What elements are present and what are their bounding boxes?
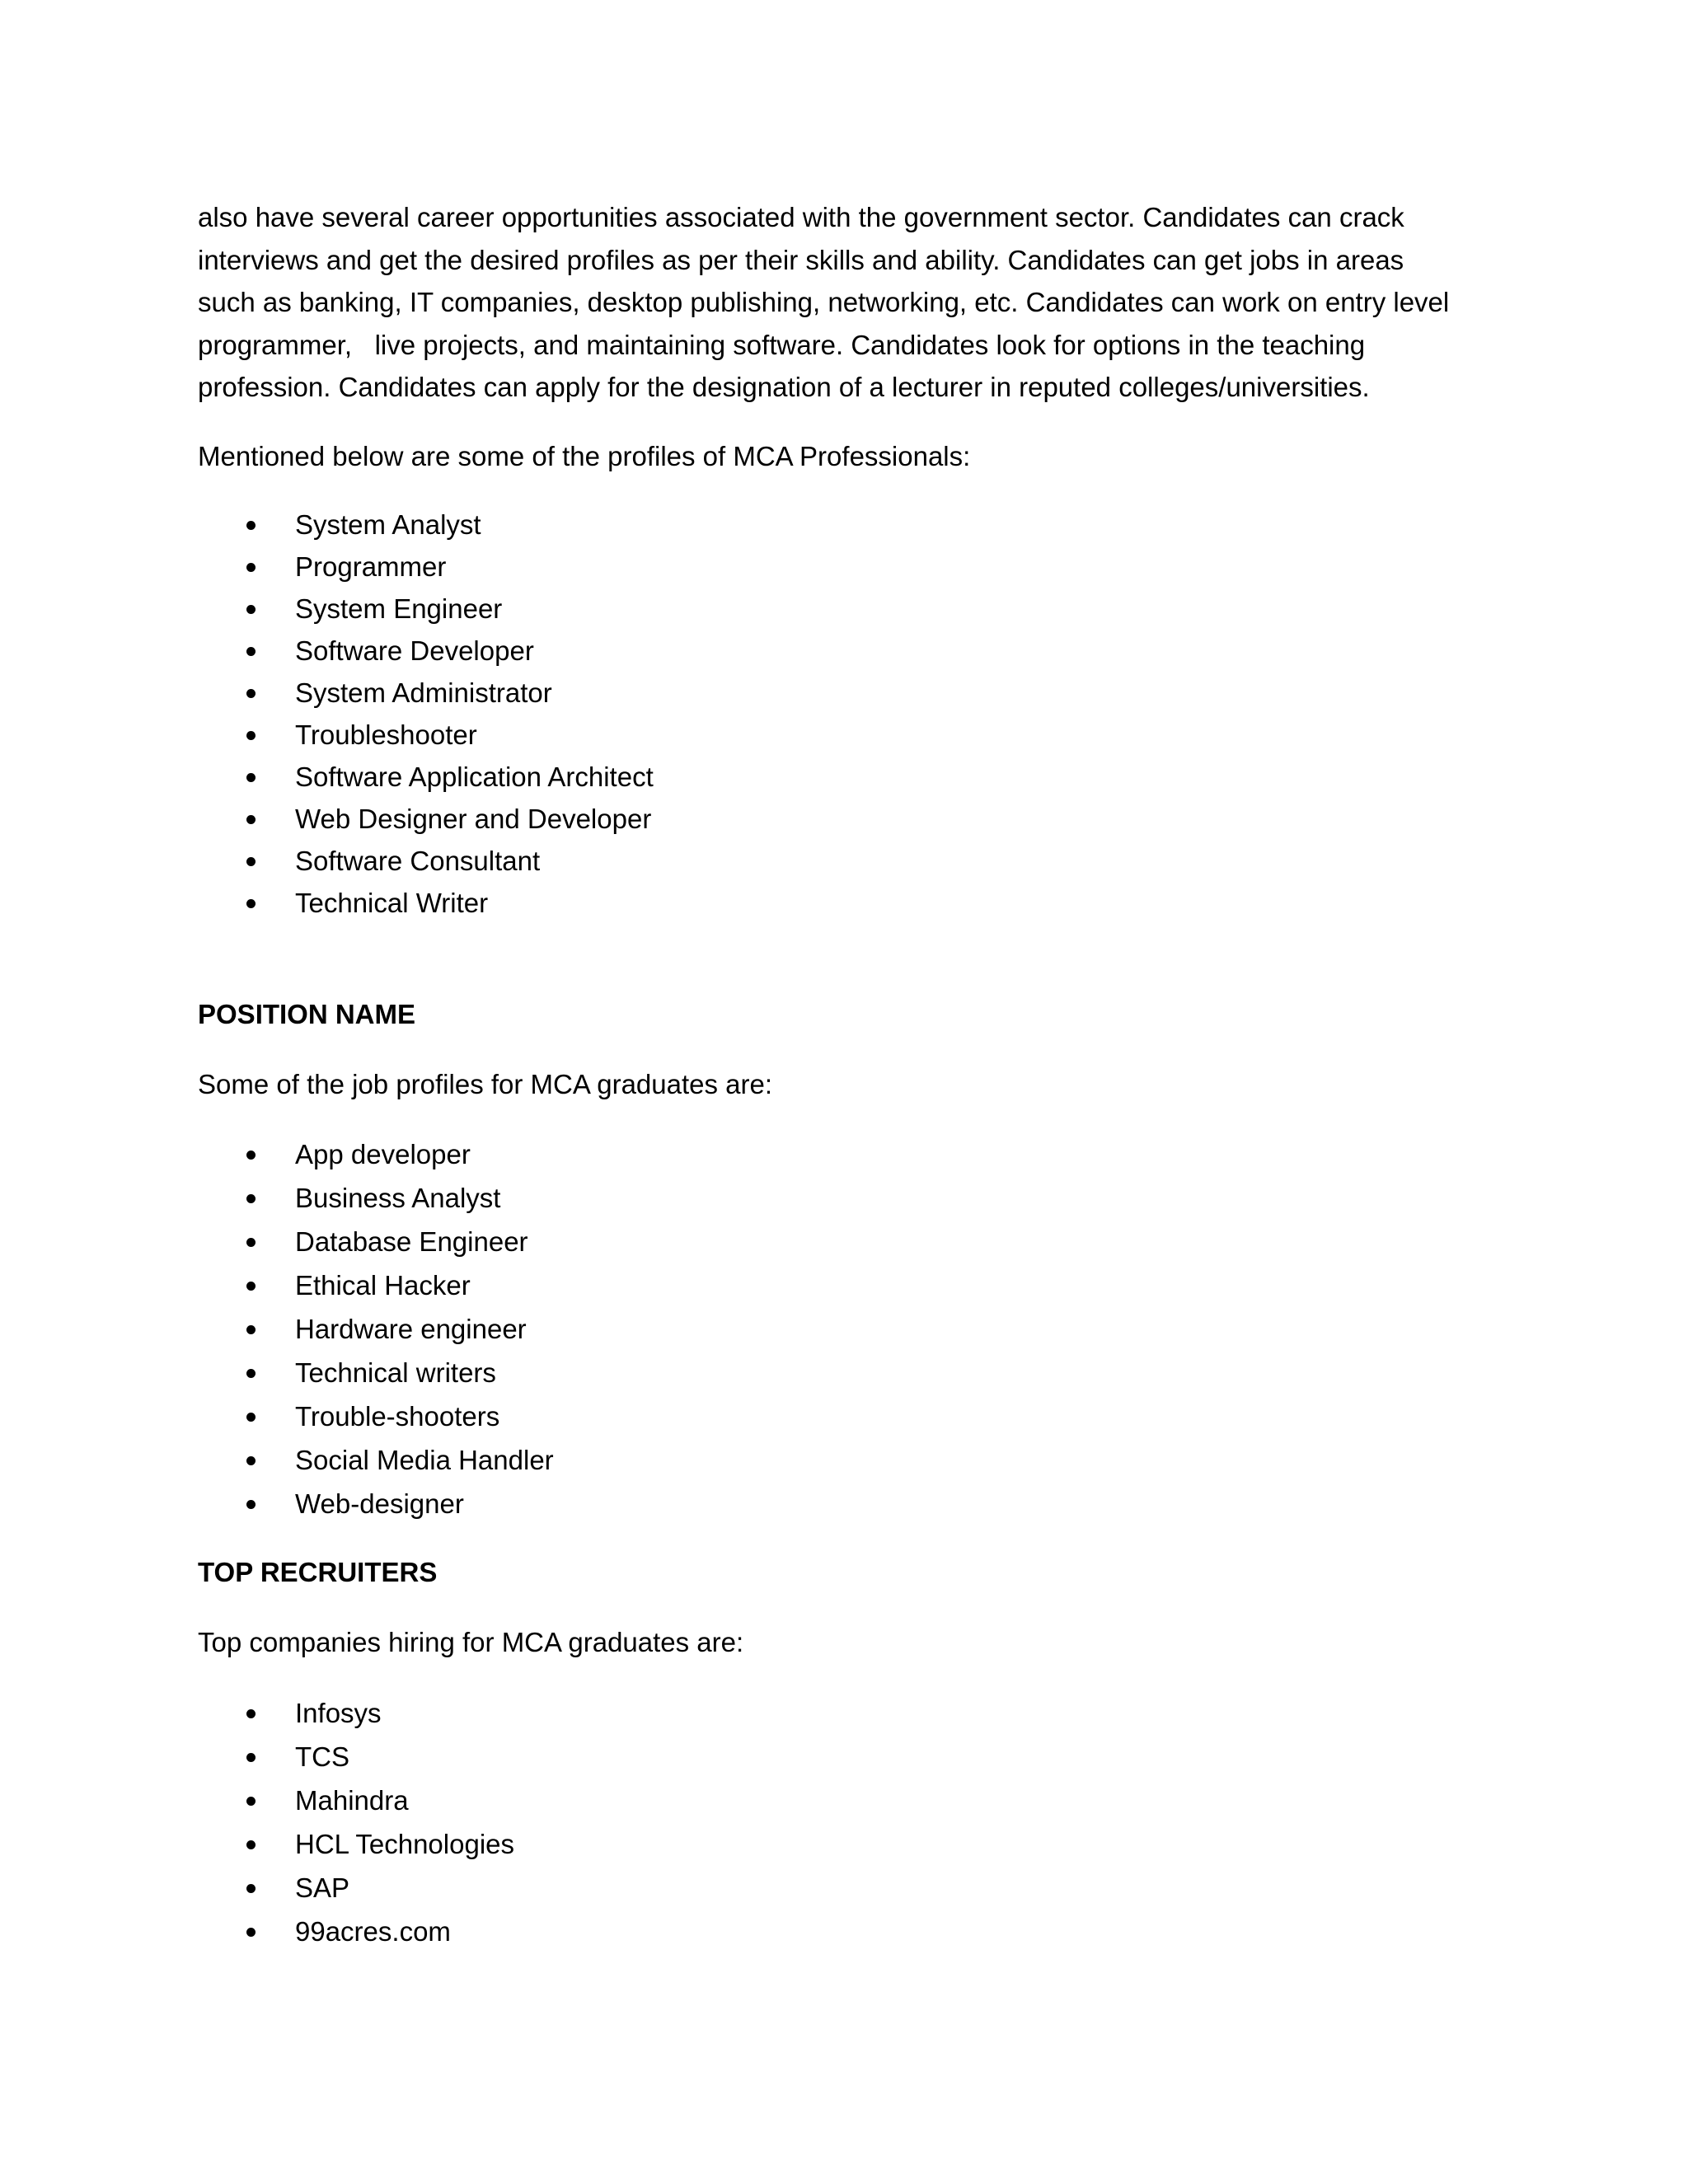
- list-item: [198, 1351, 1500, 1394]
- bullet-icon: [246, 1413, 256, 1422]
- bullet-icon: [246, 521, 256, 530]
- bullet-icon: [246, 857, 256, 866]
- list-item: [198, 1132, 1500, 1176]
- intro-line: interviews and get the desired profiles as per their skills and ability. Candidates can get jobs in areas: [198, 244, 1404, 275]
- bullet-icon: [246, 1456, 256, 1465]
- bullet-icon: [246, 1238, 256, 1247]
- bullet-icon: [246, 1840, 256, 1849]
- list-item: [198, 1438, 1500, 1482]
- list-item: [198, 630, 1500, 672]
- list-item: [198, 1263, 1500, 1307]
- list-item-text: Web-designer: [295, 1488, 464, 1519]
- bullet-icon: [246, 1282, 256, 1291]
- list-item-text: System Administrator: [295, 677, 552, 708]
- bullet-icon: [246, 1369, 256, 1378]
- list-item-text: Business Analyst: [295, 1183, 501, 1213]
- recruiters-list: [198, 1691, 1500, 1953]
- list-item: [198, 672, 1500, 714]
- list-item-text: Infosys: [295, 1698, 382, 1728]
- bullet-icon: [246, 1797, 256, 1806]
- list-item: [198, 798, 1500, 840]
- list-item: [198, 1220, 1500, 1263]
- bullet-icon: [246, 647, 256, 656]
- bullet-icon: [246, 1709, 256, 1718]
- bullet-icon: [246, 773, 256, 782]
- position-name-heading: POSITION NAME: [198, 999, 416, 1029]
- list-item-text: Mahindra: [295, 1785, 409, 1816]
- list-item: [198, 1779, 1500, 1822]
- list-item-text: System Analyst: [295, 509, 481, 540]
- bullet-icon: [246, 1325, 256, 1334]
- profiles-intro: Mentioned below are some of the profiles of MCA Professionals:: [198, 440, 971, 471]
- bullet-icon: [246, 1928, 256, 1937]
- jobs-list: [198, 1132, 1500, 1526]
- document-page: [198, 196, 1500, 1953]
- bullet-icon: [246, 899, 256, 908]
- recruiters-intro: Top companies hiring for MCA graduates are:: [198, 1626, 744, 1657]
- list-item-text: Software Consultant: [295, 846, 541, 876]
- bullet-icon: [246, 605, 256, 614]
- list-item-text: Software Application Architect: [295, 762, 654, 792]
- list-item-text: Web Designer and Developer: [295, 804, 652, 834]
- list-item-text: Social Media Handler: [295, 1445, 554, 1475]
- jobs-intro: Some of the job profiles for MCA graduates are:: [198, 1068, 773, 1099]
- bullet-icon: [246, 1500, 256, 1509]
- list-item: [198, 882, 1500, 924]
- list-item-text: Database Engineer: [295, 1226, 528, 1257]
- list-item: [198, 1482, 1500, 1526]
- bullet-icon: [246, 1151, 256, 1160]
- list-item: [198, 1176, 1500, 1220]
- list-item: [198, 1307, 1500, 1351]
- bullet-icon: [246, 731, 256, 740]
- intro-line: also have several career opportunities associated with the government sector. Candidates can crack: [198, 202, 1404, 232]
- list-item: [198, 1822, 1500, 1866]
- list-item: [198, 588, 1500, 630]
- list-item-text: HCL Technologies: [295, 1829, 514, 1859]
- intro-line: profession. Candidates can apply for the designation of a lecturer in reputed colleges/universities.: [198, 372, 1370, 402]
- list-item-text: System Engineer: [295, 593, 503, 624]
- bullet-icon: [246, 689, 256, 698]
- list-item-text: App developer: [295, 1139, 471, 1169]
- bullet-icon: [246, 1884, 256, 1893]
- list-item: [198, 504, 1500, 546]
- list-item: [198, 1735, 1500, 1779]
- list-item-text: Hardware engineer: [295, 1314, 527, 1344]
- top-recruiters-heading: TOP RECRUITERS: [198, 1557, 438, 1587]
- list-item-text: TCS: [295, 1741, 349, 1772]
- list-item: [198, 1866, 1500, 1910]
- intro-line: such as banking, IT companies, desktop publishing, networking, etc. Candidates can work on entry level: [198, 287, 1450, 317]
- list-item-text: Technical Writer: [295, 888, 489, 918]
- intro-paragraph: [198, 196, 1500, 409]
- list-item-text: Software Developer: [295, 635, 534, 666]
- list-item-text: SAP: [295, 1872, 350, 1903]
- bullet-icon: [246, 563, 256, 572]
- list-item: [198, 1910, 1500, 1953]
- bullet-icon: [246, 1194, 256, 1203]
- intro-line: programmer, live projects, and maintaining software. Candidates look for options in the teaching: [198, 329, 1366, 360]
- list-item-text: Troubleshooter: [295, 719, 477, 750]
- bullet-icon: [246, 815, 256, 824]
- profiles-list: [198, 504, 1500, 924]
- list-item-text: 99acres.com: [295, 1916, 451, 1947]
- list-item: [198, 756, 1500, 798]
- bullet-icon: [246, 1753, 256, 1762]
- list-item-text: Ethical Hacker: [295, 1270, 471, 1301]
- list-item: [198, 1691, 1500, 1735]
- list-item-text: Programmer: [295, 551, 447, 582]
- list-item: [198, 546, 1500, 588]
- list-item: [198, 1394, 1500, 1438]
- list-item-text: Trouble-shooters: [295, 1401, 500, 1432]
- list-item: [198, 840, 1500, 882]
- list-item: [198, 714, 1500, 756]
- list-item-text: Technical writers: [295, 1357, 496, 1388]
